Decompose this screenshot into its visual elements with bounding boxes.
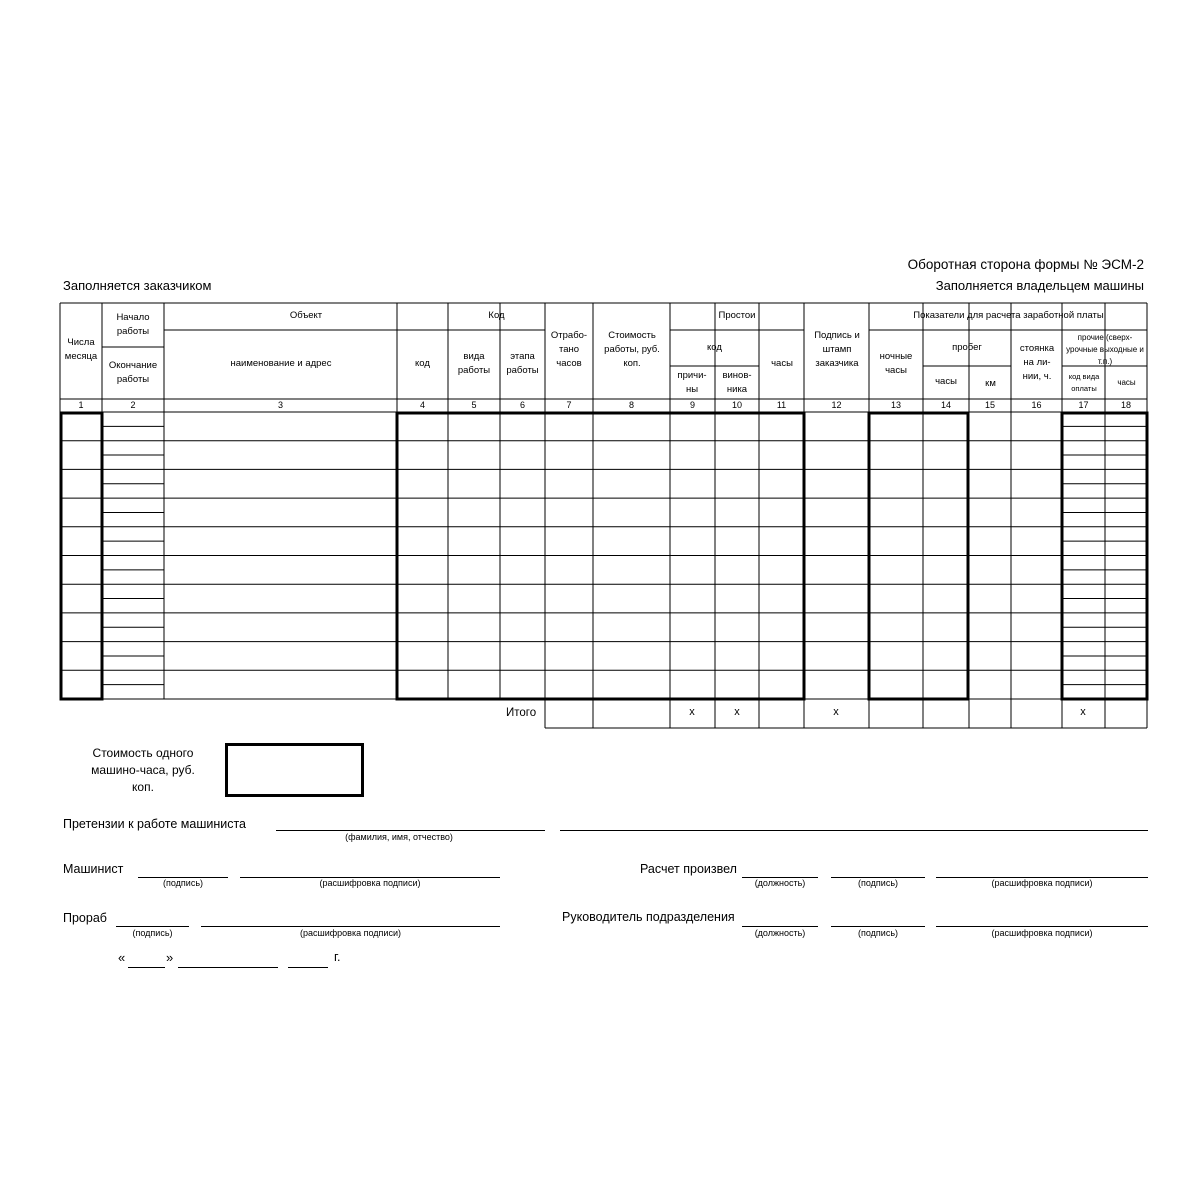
- head-sign-caption: (подпись): [857, 928, 899, 938]
- head-decode-caption: (расшифровка подписи): [991, 928, 1093, 938]
- date-month-line[interactable]: [178, 967, 278, 968]
- column-number-11: 11: [776, 400, 787, 410]
- col-idle-group-head: Простои: [718, 310, 756, 321]
- column-number-6: 6: [519, 400, 525, 410]
- col-object-head: Объект: [289, 310, 323, 321]
- column-number-7: 7: [566, 400, 572, 410]
- total-x-idle-reason: х: [689, 706, 695, 718]
- total-x-pay-code: х: [1080, 706, 1086, 718]
- claims-text-line[interactable]: [560, 830, 1148, 831]
- column-number-4: 4: [419, 400, 425, 410]
- col-stage-head: этапа работы: [506, 351, 539, 376]
- col-parking-head: стоянка на ли- нии, ч.: [1019, 343, 1055, 382]
- col-work-type-head: вида работы: [457, 351, 491, 376]
- col-idle-culprit-head: винов- ника: [722, 370, 752, 395]
- head-position-caption: (должность): [754, 928, 806, 938]
- col-idle-code-head: код: [707, 342, 722, 353]
- column-number-8: 8: [628, 400, 634, 410]
- column-number-5: 5: [471, 400, 477, 410]
- date-open-quote: «: [118, 950, 126, 965]
- customer-note: Заполняется заказчиком: [63, 278, 212, 293]
- calc-sign-caption: (подпись): [857, 878, 899, 888]
- col-idle-reason-head: причи- ны: [677, 370, 707, 395]
- head-position-line[interactable]: [742, 926, 818, 927]
- foreman-decode-caption: (расшифровка подписи): [300, 928, 401, 938]
- col-idle-hours-head: часы: [771, 358, 793, 369]
- column-number-12: 12: [831, 400, 842, 410]
- hour-cost-label: Стоимость одного машино-часа, руб. коп.: [91, 746, 195, 794]
- col-cost-head: Стоимость работы, руб. коп.: [604, 330, 660, 369]
- col-other-hours-head: часы: [1117, 378, 1136, 387]
- calc-label: Расчет произвел: [640, 862, 737, 876]
- column-number-13: 13: [890, 400, 901, 410]
- col-other-head: прочие (сверх- урочные выходные и т.п.): [1066, 333, 1144, 366]
- column-number-9: 9: [689, 400, 695, 410]
- fio-caption: (фамилия, имя, отчество): [345, 832, 453, 842]
- form-title: Оборотная сторона формы № ЭСМ-2: [907, 257, 1144, 272]
- column-number-10: 10: [731, 400, 742, 410]
- date-day-line[interactable]: [128, 967, 165, 968]
- col-object-name-head: наименование и адрес: [230, 358, 332, 369]
- calc-position-caption: (должность): [754, 878, 806, 888]
- column-number-14: 14: [940, 400, 951, 410]
- head-sign-line[interactable]: [831, 926, 925, 927]
- date-year-line[interactable]: [288, 967, 328, 968]
- operator-decode-caption: (расшифровка подписи): [319, 878, 421, 888]
- year-suffix: г.: [334, 950, 341, 964]
- claims-label: Претензии к работе машиниста: [63, 817, 247, 831]
- total-label: Итого: [506, 707, 537, 719]
- column-number-18: 18: [1120, 400, 1131, 410]
- col-end-head: Окончание работы: [108, 360, 158, 385]
- column-number-15: 15: [984, 400, 995, 410]
- col-code-group-head: Код: [488, 310, 505, 321]
- claims-fio-line[interactable]: [276, 830, 545, 831]
- col-dates-head: Числа месяца: [64, 337, 98, 362]
- col-night-hours-head: ночные часы: [879, 351, 913, 376]
- column-number-17: 17: [1078, 400, 1089, 410]
- operator-sign-caption: (подпись): [162, 878, 204, 888]
- total-x-idle-culprit: х: [734, 706, 740, 718]
- foreman-sign-line[interactable]: [116, 926, 189, 927]
- column-number-2: 2: [130, 400, 136, 410]
- col-object-code-head: код: [415, 358, 430, 369]
- col-start-head: Начало работы: [116, 312, 150, 337]
- foreman-decode-line[interactable]: [201, 926, 500, 927]
- owner-note: Заполняется владельцем машины: [935, 278, 1144, 293]
- head-label: Руководитель подразделения: [562, 910, 735, 924]
- total-x-customer-sign: х: [833, 706, 839, 718]
- date-close-quote: »: [166, 950, 174, 965]
- column-number-1: 1: [78, 400, 84, 410]
- col-mileage-km-head: км: [985, 378, 996, 389]
- foreman-sign-caption: (подпись): [132, 928, 173, 938]
- col-customer-sign-head: Подпись и штамп заказчика: [814, 330, 860, 369]
- column-number-3: 3: [277, 400, 283, 410]
- calc-decode-caption: (расшифровка подписи): [991, 878, 1093, 888]
- column-number-16: 16: [1031, 400, 1042, 410]
- col-mileage-hours-head: часы: [935, 376, 957, 387]
- operator-label: Машинист: [63, 862, 124, 876]
- col-hours-worked-head: Отрабо- тано часов: [550, 330, 588, 369]
- col-pay-code-head: код вида оплаты: [1068, 372, 1100, 393]
- head-decode-line[interactable]: [936, 926, 1148, 927]
- hour-cost-field[interactable]: [225, 743, 364, 797]
- col-mileage-head: пробег: [952, 342, 982, 353]
- foreman-label: Прораб: [63, 911, 107, 925]
- col-salary-group-head: Показатели для расчета заработной платы: [913, 310, 1104, 321]
